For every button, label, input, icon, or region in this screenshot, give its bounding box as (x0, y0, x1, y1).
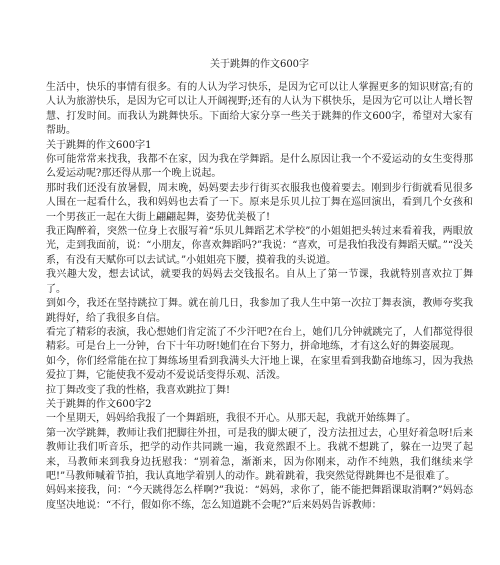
paragraph: 我兴趣大发，想去试试，就要我的妈妈去交钱报名。自从上了第一节课，我就特别喜欢拉丁舞了。 (46, 269, 473, 295)
paragraph: 如今，你们经常能在拉丁舞练场里看到我满头大汗地上课，在家里看到我勤奋地练习，因为我热爱拉丁舞，它能使我不爱动不爱说话变得乐观、活泼。 (46, 355, 473, 382)
paragraph-intro: 生活中，快乐的事情有很多。有的人认为学习快乐，是因为它可以让人掌握更多的知识财富;有的人认为旅游快乐，是因为它可以让人开阔视野;还有的人认为下棋快乐，是因为它可以让人增长智慧、打发时间。而我认为跳舞快乐。下面给大家分享一些关于跳舞的作文600字，希望对大家有帮助。 (46, 82, 473, 137)
paragraph: 我正陶醉着，突然一位身上衣服写着“乐贝儿舞蹈艺术学校”的小姐姐把头转过来看着我，两眼放光，走到我面前，说：“小朋友，你喜欢舞蹈吗?”我说：“喜欢，可是我怕我没有舞蹈天赋。”“没关系，有没有天赋你可以去试试。”小姐姐亮下腰，摸着我的头说道。 (46, 226, 473, 266)
paragraph: 那时我们还没有放暑假，周末晚，妈妈要去步行街买衣服我也傻着要去。刚到步行街就看见很多人围在一起看什么，我和妈妈也去看了一下。原来是乐贝儿拉丁舞在巡回演出，看到几个女孩和一个男孩正一起在大街上翩翩起舞，姿势优美极了! (46, 182, 473, 223)
page-title: 关于跳舞的作文600字 (209, 59, 310, 70)
article-body (46, 81, 473, 513)
paragraph: 拉丁舞改变了我的性格，我喜欢跳拉丁舞! (46, 384, 231, 396)
section-heading-2: 关于跳舞的作文600字2 (46, 398, 152, 410)
section-heading-1: 关于跳舞的作文600字1 (46, 139, 152, 151)
paragraph: 你可能常常来找我，我都不在家，因为我在学舞蹈。是什么原因让我一个不爱运动的女生变得那么爱运动呢?那还得从那一个晚上说起。 (46, 154, 473, 180)
paragraph: 到如今，我还在坚持跳拉丁舞。就在前几日，我参加了我人生中第一次拉丁舞表演，教师夸奖我跳得好，给了我很多自信。 (46, 298, 473, 324)
paragraph: 第一次学跳舞，教师让我们把脚往外扭，可是我的脚太硬了，没方法扭过去，心里好着急呀!后来教师让我们听音乐，把学的动作共同跳一遍，我竟然跟不上。我就不想跳了，躲在一边哭了起来，马教师来到我身边抚慰我：“别着急，渐渐来，因为你刚来，动作不纯熟，我们继续来学吧!”马教师喊着节拍，我认真地学着别人的动作。跳着跳着，我突然觉得跳舞也不是很难了。 (46, 427, 473, 482)
paragraph: 一个星期天，妈妈给我报了一个舞蹈班，我很不开心。从那天起，我就开始练舞了。 (46, 413, 416, 425)
paragraph: 妈妈来接我，问：“今天跳得怎么样啊?”我说：“妈妈，求你了，能不能把舞蹈课取消啊?”妈妈态度坚决地说：“不行，假如你不练，怎么知道跳不会呢?”后来妈妈告诉教师： (46, 485, 473, 511)
paragraph: 看完了精彩的表演，我心想她们肯定流了不少汗吧?在台上，她们几分钟就跳完了，人们都觉得很精彩。可是台上一分钟，台下十年功呀!她们在台下努力，拼命地练，才有这么好的舞姿展现。 (46, 326, 473, 353)
